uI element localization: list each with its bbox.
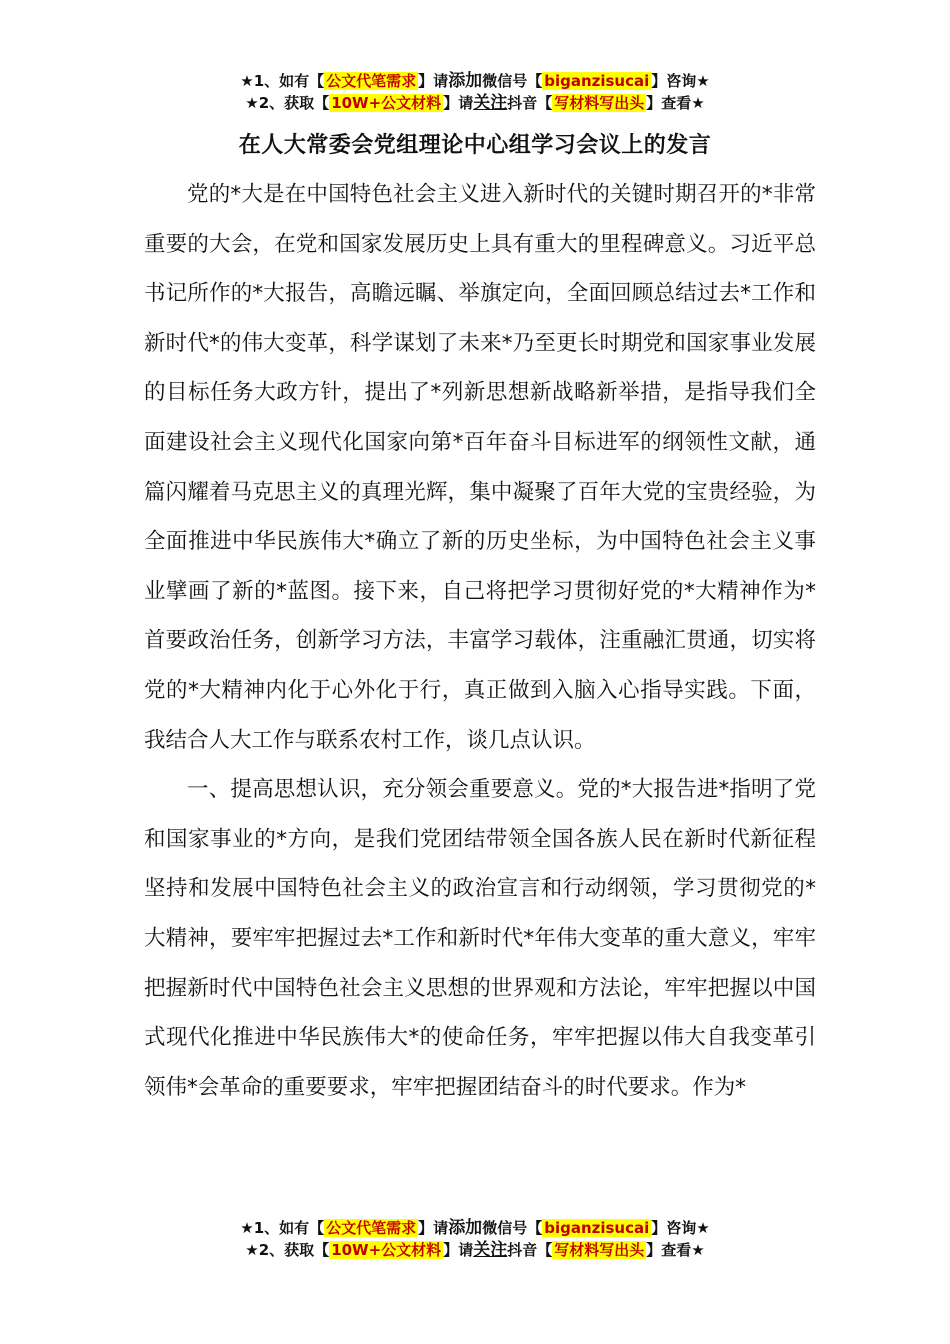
paragraph-intro: 党的*大是在中国特色社会主义进入新时代的关键时期召开的*非常重要的大会，在党和国家发展历史上具有重大的里程碑意义。习近平总书记所作的*大报告，高瞻远瞩、举旗定向，全面回顾总结过去*工作和新时代*的伟大变革，科学谋划了未来*乃至更长时期党和国家事业发展的目标任务大政方针，提出了*列新思想新战略新举措，是指导我们全面建设社会主义现代化国家向第*百年奋斗目标进军的纲领性文献，通篇闪耀着马克思主义的真理光辉，集中凝聚了百年大党的宝贵经验，为全面推进中华民族伟大*确立了新的历史坐标，为中国特色社会主义事业擘画了新的*蓝图。接下来，自己将把学习贯彻好党的*大精神作为*首要政治任务，创新学习方法，丰富学习载体，注重融汇贯通，切实将党的*大精神内化于心外化于行，真正做到入脑入心指导实践。下面，我结合人大工作与联系农村工作，谈几点认识。 [144,182,816,753]
promo-line-1: ★1、如有【 公文代笔需求 】请添加微信号【 biganzisucai 】咨询★ [240,1218,710,1238]
document-title: 在人大常委会党组理论中心组学习会议上的发言 [238,133,712,158]
promo-banner-top [0,70,950,114]
promo-line-1: ★1、如有【 公文代笔需求 】请添加微信号【 biganzisucai 】咨询★ [240,71,710,91]
promo-line-2: ★2、获取【 10W+公文材料 】请关注抖音【 写材料写出头 】查看★ [245,1240,705,1260]
document-body [144,170,816,1112]
paragraph-section-1: 一、提高思想认识，充分领会重要意义。党的*大报告进*指明了党和国家事业的*方向，是我们党团结带领全国各族人民在新时代新征程坚持和发展中国特色社会主义的政治宣言和行动纲领，学习贯彻党的*大精神，要牢牢把握过去*工作和新时代*年伟大变革的重大意义，牢牢把握新时代中国特色社会主义思想的世界观和方法论，牢牢把握以中国式现代化推进中华民族伟大*的使命任务，牢牢把握以伟大自我变革引领伟*会革命的重要要求，牢牢把握团结奋斗的时代要求。作为* [144,777,816,1100]
promo-line-2: ★2、获取【 10W+公文材料 】请关注抖音【 写材料写出头 】查看★ [245,93,705,113]
promo-banner-bottom [0,1217,950,1261]
